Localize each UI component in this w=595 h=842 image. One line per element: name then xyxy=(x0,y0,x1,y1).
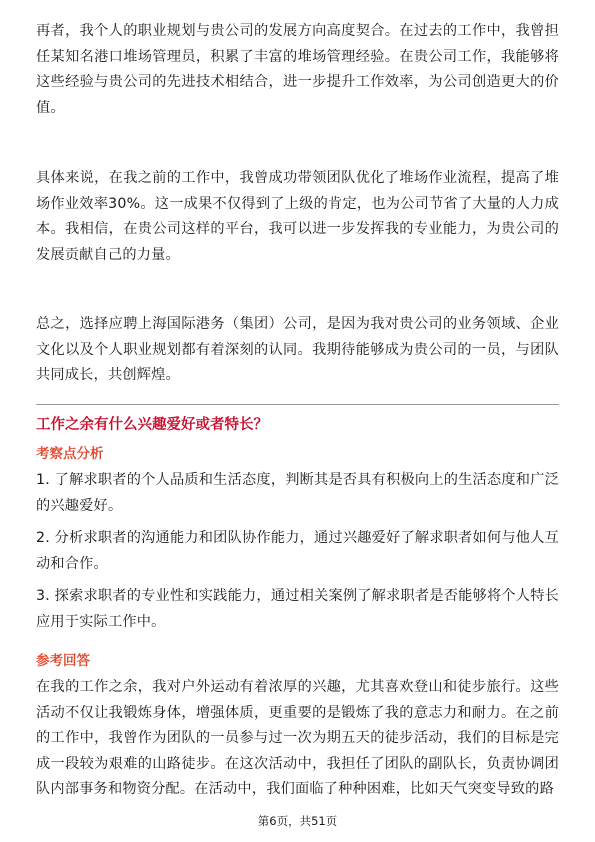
section-divider xyxy=(36,404,559,405)
question-title: 工作之余有什么兴趣爱好或者特长？ xyxy=(36,417,268,433)
paragraph-conclusion: 总之，选择应聘上海国际港务（集团）公司，是因为我对贵公司的业务领域、企业文化以及个人职业规划都有着深刻的认同。我期待能够成为贵公司的一员，与团队共同成长，共创辉煌。 xyxy=(36,316,559,383)
paragraph-career-fit: 再者，我个人的职业规划与贵公司的发展方向高度契合。在过去的工作中，我曾担任某知名港口堆场管理员，积累了丰富的堆场管理经验。在贵公司工作，我能够将这些经验与贵公司的先进技术相结合，进一步提升工作效率，为公司创造更大的价值。 xyxy=(36,23,559,116)
analysis-heading: 考察点分析 xyxy=(36,446,104,462)
answer-text: 在我的工作之余，我对户外运动有着浓厚的兴趣，尤其喜欢登山和徒步旅行。这些活动不仅让我锻炼身体，增强体质，更重要的是锻炼了我的意志力和耐力。在之前的工作中，我曾作为团队的一员参与过一次为期五天的徒步活动，我们的目标是完成一段较为艰难的山路徒步。在这次活动中，我担任了团队的副队长，负责协调团队内部事务和物资分配。在活动中，我们面临了种种困难，比如天气突变导致的路 xyxy=(36,679,559,797)
page-number: 第6页，共51页 xyxy=(257,814,338,828)
answer-heading: 参考回答 xyxy=(36,653,90,669)
analysis-item-1: 1. 了解求职者的个人品质和生活态度，判断其是否具有积极向上的生活态度和广泛的兴趣爱好。 xyxy=(36,472,559,514)
analysis-item-3: 3. 探索求职者的专业性和实践能力，通过相关案例了解求职者是否能够将个人特长应用于实际工作中。 xyxy=(36,588,559,630)
paragraph-achievement: 具体来说，在我之前的工作中，我曾成功带领团队优化了堆场作业流程，提高了堆场作业效率30%。这一成果不仅得到了上级的肯定，也为公司节省了大量的人力成本。我相信，在贵公司这样的平台，我可以进一步发挥我的专业能力，为贵公司的发展贡献自己的力量。 xyxy=(36,170,559,263)
analysis-item-2: 2. 分析求职者的沟通能力和团队协作能力，通过兴趣爱好了解求职者如何与他人互动和合作。 xyxy=(36,530,559,572)
